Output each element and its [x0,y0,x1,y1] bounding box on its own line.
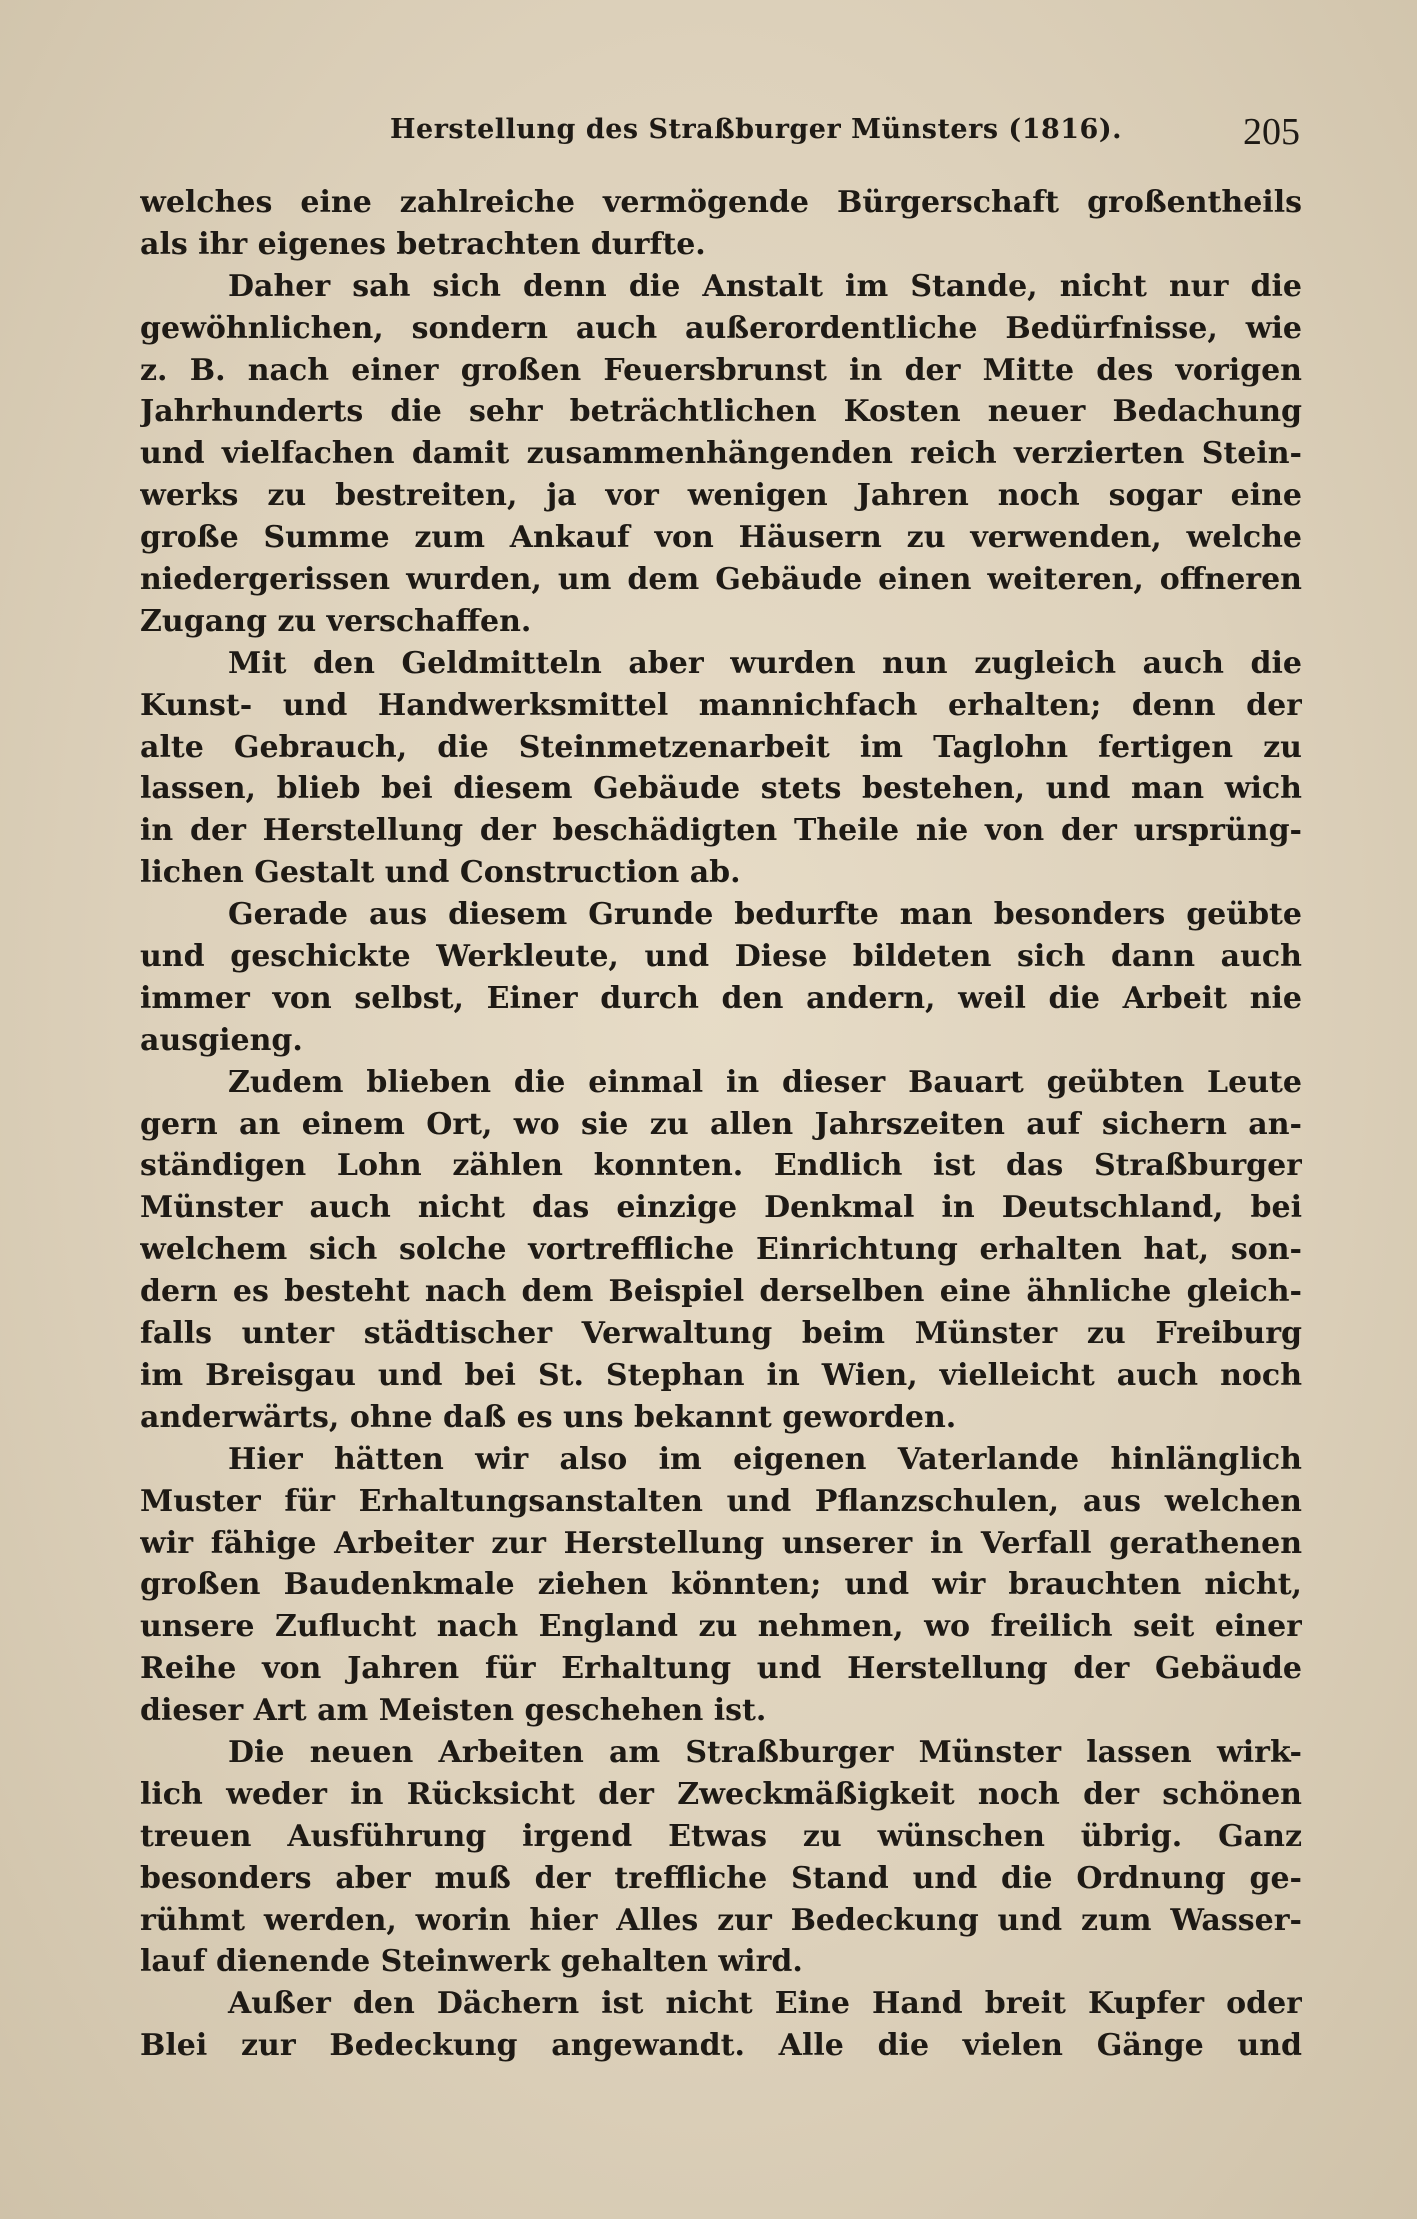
text-line: Gerade aus diesem Grunde bedurfte man besonders geübte [228,897,1302,933]
text-line: dern es besteht nach dem Beispiel derselben eine ähnliche gleich- [140,1274,1302,1310]
text-line: treuen Ausführung irgend Etwas zu wünschen übrig. Ganz [140,1818,1302,1854]
text-line: besonders aber muß der treffliche Stand und die Ordnung ge- [140,1860,1302,1896]
text-line: Zugang zu verschaffen. [140,603,532,639]
text-line: Kunst- und Handwerksmittel mannichfach erhalten; denn der [140,687,1302,723]
text-line: welches eine zahlreiche vermögende Bürgerschaft großentheils [140,185,1302,220]
text-line: alte Gebrauch, die Steinmetzenarbeit im Taglohn fertigen zu [140,729,1302,765]
text-line: als ihr eigenes betrachten durfte. [140,226,706,262]
text-line: lassen, blieb bei diesem Gebäude stets bestehen, und man wich [140,771,1302,807]
text-line: dieser Art am Meisten geschehen ist. [140,1693,767,1729]
text-line: im Breisgau und bei St. Stephan in Wien, vielleicht auch noch [140,1357,1302,1393]
text-line: wir fähige Arbeiter zur Herstellung unserer in Verfall gerathenen [140,1525,1302,1561]
running-head [140,110,1300,160]
text-line: Die neuen Arbeiten am Straßburger Münster lassen wirk- [228,1734,1302,1770]
text-line: lich weder in Rücksicht der Zweckmäßigkeit noch der schönen [140,1776,1302,1812]
text-line: Mit den Geldmitteln aber wurden nun zugleich auch die [228,645,1302,681]
text-line: welchem sich solche vortreffliche Einrichtung erhalten hat, son- [140,1232,1302,1268]
text-line: gern an einem Ort, wo sie zu allen Jahrszeiten auf sichern an- [140,1106,1302,1142]
text-line: Reihe von Jahren für Erhaltung und Herstellung der Gebäude [140,1651,1302,1687]
text-line: Münster auch nicht das einzige Denkmal in Deutschland, bei [140,1190,1302,1226]
running-title: Herstellung des Straßburger Münsters (1816). [390,114,1123,145]
text-line: Muster für Erhaltungsanstalten und Pflanzschulen, aus welchen [140,1483,1302,1519]
text-line: und vielfachen damit zusammenhängenden reich verzierten Stein- [140,436,1302,472]
text-line: gewöhnlichen, sondern auch außerordentliche Bedürfnisse, wie [140,310,1302,346]
text-line: Hier hätten wir also im eigenen Vaterlande hinlänglich [228,1441,1302,1477]
text-line: werks zu bestreiten, ja vor wenigen Jahren noch sogar eine [140,478,1302,514]
text-line: niedergerissen wurden, um dem Gebäude einen weiteren, offneren [140,562,1302,598]
text-line: unsere Zuflucht nach England zu nehmen, wo freilich seit einer [140,1609,1302,1645]
text-line: großen Baudenkmale ziehen könnten; und wir brauchten nicht, [140,1567,1302,1603]
text-line: anderwärts, ohne daß es uns bekannt geworden. [140,1399,957,1435]
text-line: Zudem blieben die einmal in dieser Bauart geübten Leute [228,1064,1302,1100]
text-line: rühmt werden, worin hier Alles zur Bedeckung und zum Wasser- [140,1902,1302,1938]
text-line: lichen Gestalt und Construction ab. [140,855,741,891]
text-line: Jahrhunderts die sehr beträchtlichen Kosten neuer Bedachung [140,394,1302,430]
text-line: ständigen Lohn zählen konnten. Endlich ist das Straßburger [140,1148,1302,1184]
text-line: lauf dienende Steinwerk gehalten wird. [140,1944,803,1980]
text-line: große Summe zum Ankauf von Häusern zu verwenden, welche [140,520,1302,556]
text-line: immer von selbst, Einer durch den andern, weil die Arbeit nie [140,980,1302,1016]
text-line: falls unter städtischer Verwaltung beim Münster zu Freiburg [140,1316,1302,1352]
page-number: 205 [1243,111,1300,153]
body-text [140,182,1302,2067]
text-line: Außer den Dächern ist nicht Eine Hand breit Kupfer oder [228,1986,1302,2022]
text-line: Daher sah sich denn die Anstalt im Stande, nicht nur die [228,268,1302,304]
text-line: in der Herstellung der beschädigten Theile nie von der ursprüng- [140,813,1302,849]
text-line: z. B. nach einer großen Feuersbrunst in der Mitte des vorigen [140,352,1302,388]
text-line: und geschickte Werkleute, und Diese bildeten sich dann auch [140,939,1302,975]
text-line: Blei zur Bedeckung angewandt. Alle die vielen Gänge und [140,2028,1302,2064]
text-line: ausgieng. [140,1022,303,1058]
